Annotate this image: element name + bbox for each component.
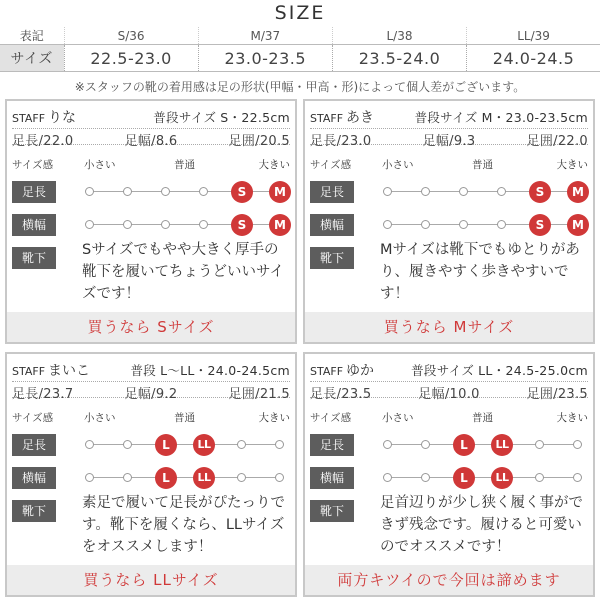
size-header-s: S/36 [64, 27, 198, 45]
size-feel-scale-header [12, 410, 290, 424]
staff-name: ゆか [346, 363, 375, 379]
scale-point [123, 440, 132, 449]
fit-row-length [12, 434, 290, 456]
size-feel-scale-header [310, 157, 588, 171]
staff-header [310, 107, 588, 126]
fit-row-length [310, 434, 588, 456]
staff-card-aki [303, 99, 595, 344]
usual-size-label: 普段 [130, 363, 157, 378]
purchase-verdict: 買うなら Mサイズ [305, 312, 593, 342]
scale-point [85, 220, 94, 229]
scale-large-label: 大きい [258, 412, 290, 424]
usual-size-label: 普段サイズ [414, 110, 478, 125]
scale-point [535, 440, 544, 449]
size-feel-label: サイズ感 [12, 159, 54, 171]
foot-measurements [310, 128, 588, 149]
foot-width: 足幅/9.3 [422, 134, 476, 149]
scale-point [275, 440, 284, 449]
scale-track [388, 444, 578, 445]
fit-row-width [310, 214, 588, 236]
foot-width: 足幅/8.6 [124, 134, 178, 149]
scale-small-label: 小さい [382, 159, 414, 171]
row-tag-length: 足長 [12, 181, 56, 203]
size-marker-ll: LL [491, 434, 513, 456]
scale-point [161, 220, 170, 229]
scale-large-label: 大きい [556, 159, 588, 171]
foot-girth: 足囲/21.5 [228, 387, 290, 402]
scale-point [199, 220, 208, 229]
usual-size-value: M・23.0-23.5cm [481, 110, 588, 125]
row-tag-socks: 靴下 [310, 247, 354, 269]
usual-size-label: 普段サイズ [153, 110, 217, 125]
row-tag-length: 足長 [310, 434, 354, 456]
scale-point [497, 220, 506, 229]
size-table-header-row [0, 27, 600, 45]
scale-normal-label: 普通 [472, 412, 493, 424]
scale-point [383, 440, 392, 449]
scale-point [199, 187, 208, 196]
row-tag-width: 横幅 [12, 214, 56, 236]
size-marker-l: L [155, 434, 177, 456]
scale-point [85, 440, 94, 449]
scale-point [123, 220, 132, 229]
size-marker-s: S [231, 181, 253, 203]
scale-track [90, 444, 280, 445]
scale-point [275, 473, 284, 482]
size-marker-l: L [453, 434, 475, 456]
staff-name: まいこ [48, 363, 91, 379]
scale-point [573, 440, 582, 449]
staff-comment: Mサイズは靴下でもゆとりがあり、履きやすく歩きやすいです！ [380, 242, 580, 302]
size-marker-ll: LL [193, 467, 215, 489]
fit-row-width [12, 467, 290, 489]
size-value-m: 23.0-23.5 [198, 45, 332, 72]
fit-row-width [12, 214, 290, 236]
foot-girth: 足囲/20.5 [228, 134, 290, 149]
staff-card-yuka [303, 352, 595, 597]
size-value-ll: 24.0-24.5 [467, 45, 600, 72]
size-table-row-label: サイズ [0, 45, 64, 72]
staff-header [310, 360, 588, 379]
scale-point [573, 473, 582, 482]
row-tag-width: 横幅 [310, 214, 354, 236]
scale-point [237, 440, 246, 449]
staff-header [12, 360, 290, 379]
staff-label: STAFF [12, 365, 46, 378]
size-feel-label: サイズ感 [310, 412, 352, 424]
staff-comment: 足首辺りが少し狭く履く事ができず残念です。履けると可愛いのでオススメです！ [380, 495, 583, 555]
size-table-value-row [0, 45, 600, 72]
row-tag-width: 横幅 [12, 467, 56, 489]
scale-point [85, 187, 94, 196]
row-tag-length: 足長 [310, 181, 354, 203]
foot-measurements [12, 128, 290, 149]
staff-card-rina [5, 99, 297, 344]
fit-row-length [310, 181, 588, 203]
scale-track [388, 477, 578, 478]
usual-size-label: 普段サイズ [411, 363, 475, 378]
size-header-l: L/38 [332, 27, 466, 45]
scale-point [123, 187, 132, 196]
scale-point [459, 220, 468, 229]
size-feel-scale-header [12, 157, 290, 171]
purchase-verdict: 両方キツイので今回は諦めます [305, 565, 593, 595]
foot-length: 足長/23.7 [12, 387, 74, 402]
row-tag-socks: 靴下 [12, 247, 56, 269]
staff-comment: 素足で履いて足長がぴたっりです。靴下を履くなら、LLサイズをオススメします！ [82, 495, 285, 555]
purchase-verdict: 買うなら Sサイズ [7, 312, 295, 342]
fit-row-length [12, 181, 290, 203]
row-tag-socks: 靴下 [310, 500, 354, 522]
size-marker-m: M [567, 214, 589, 236]
size-marker-l: L [453, 467, 475, 489]
foot-girth: 足囲/23.5 [526, 387, 588, 402]
scale-point [421, 440, 430, 449]
size-marker-s: S [529, 181, 551, 203]
scale-point [383, 473, 392, 482]
staff-card-maiko [5, 352, 297, 597]
foot-width: 足幅/9.2 [124, 387, 178, 402]
scale-normal-label: 普通 [174, 412, 195, 424]
size-table-label-header: 表記 [19, 29, 44, 43]
row-tag-length: 足長 [12, 434, 56, 456]
scale-point [383, 220, 392, 229]
size-table [0, 27, 600, 72]
usual-size-value: LL・24.5-25.0cm [478, 363, 588, 378]
scale-point [497, 187, 506, 196]
size-marker-s: S [529, 214, 551, 236]
scale-point [383, 187, 392, 196]
scale-large-label: 大きい [258, 159, 290, 171]
staff-label: STAFF [310, 365, 344, 378]
scale-point [161, 187, 170, 196]
scale-large-label: 大きい [556, 412, 588, 424]
size-header-ll: LL/39 [467, 27, 600, 45]
size-marker-m: M [567, 181, 589, 203]
size-feel-label: サイズ感 [310, 159, 352, 171]
size-value-l: 23.5-24.0 [332, 45, 466, 72]
scale-point [421, 187, 430, 196]
size-marker-ll: LL [193, 434, 215, 456]
scale-point [459, 187, 468, 196]
size-header-m: M/37 [198, 27, 332, 45]
fit-row-width [310, 467, 588, 489]
scale-normal-label: 普通 [174, 159, 195, 171]
scale-point [421, 473, 430, 482]
staff-name: りな [48, 110, 77, 126]
foot-length: 足長/23.5 [310, 387, 372, 402]
usual-size-value: L〜LL・24.0-24.5cm [160, 363, 290, 378]
scale-track [90, 477, 280, 478]
foot-girth: 足囲/22.0 [526, 134, 588, 149]
staff-name: あき [346, 110, 375, 126]
foot-length: 足長/23.0 [310, 134, 372, 149]
scale-point [123, 473, 132, 482]
usual-size-value: S・22.5cm [220, 110, 290, 125]
row-tag-width: 横幅 [310, 467, 354, 489]
size-feel-scale-header [310, 410, 588, 424]
row-tag-socks: 靴下 [12, 500, 56, 522]
size-feel-label: サイズ感 [12, 412, 54, 424]
scale-normal-label: 普通 [472, 159, 493, 171]
fit-note: ※スタッフの靴の着用感は足の形状(甲幅・甲高・形)によって個人差がございます。 [74, 80, 526, 94]
scale-point [421, 220, 430, 229]
size-marker-s: S [231, 214, 253, 236]
purchase-verdict: 買うなら LLサイズ [7, 565, 295, 595]
foot-width: 足幅/10.0 [418, 387, 480, 402]
foot-measurements [12, 381, 290, 402]
staff-label: STAFF [310, 112, 344, 125]
size-marker-ll: LL [491, 467, 513, 489]
scale-small-label: 小さい [84, 412, 116, 424]
staff-comment: Sサイズでもやや大きく厚手の靴下を履いてちょうどいいサイズです！ [82, 242, 284, 302]
scale-small-label: 小さい [84, 159, 116, 171]
scale-point [237, 473, 246, 482]
size-marker-m: M [269, 181, 291, 203]
scale-small-label: 小さい [382, 412, 414, 424]
staff-header [12, 107, 290, 126]
page-title: SIZE [274, 2, 326, 24]
scale-point [85, 473, 94, 482]
foot-length: 足長/22.0 [12, 134, 74, 149]
size-value-s: 22.5-23.0 [64, 45, 198, 72]
scale-point [535, 473, 544, 482]
size-marker-m: M [269, 214, 291, 236]
foot-measurements [310, 381, 588, 402]
staff-label: STAFF [12, 112, 46, 125]
size-marker-l: L [155, 467, 177, 489]
